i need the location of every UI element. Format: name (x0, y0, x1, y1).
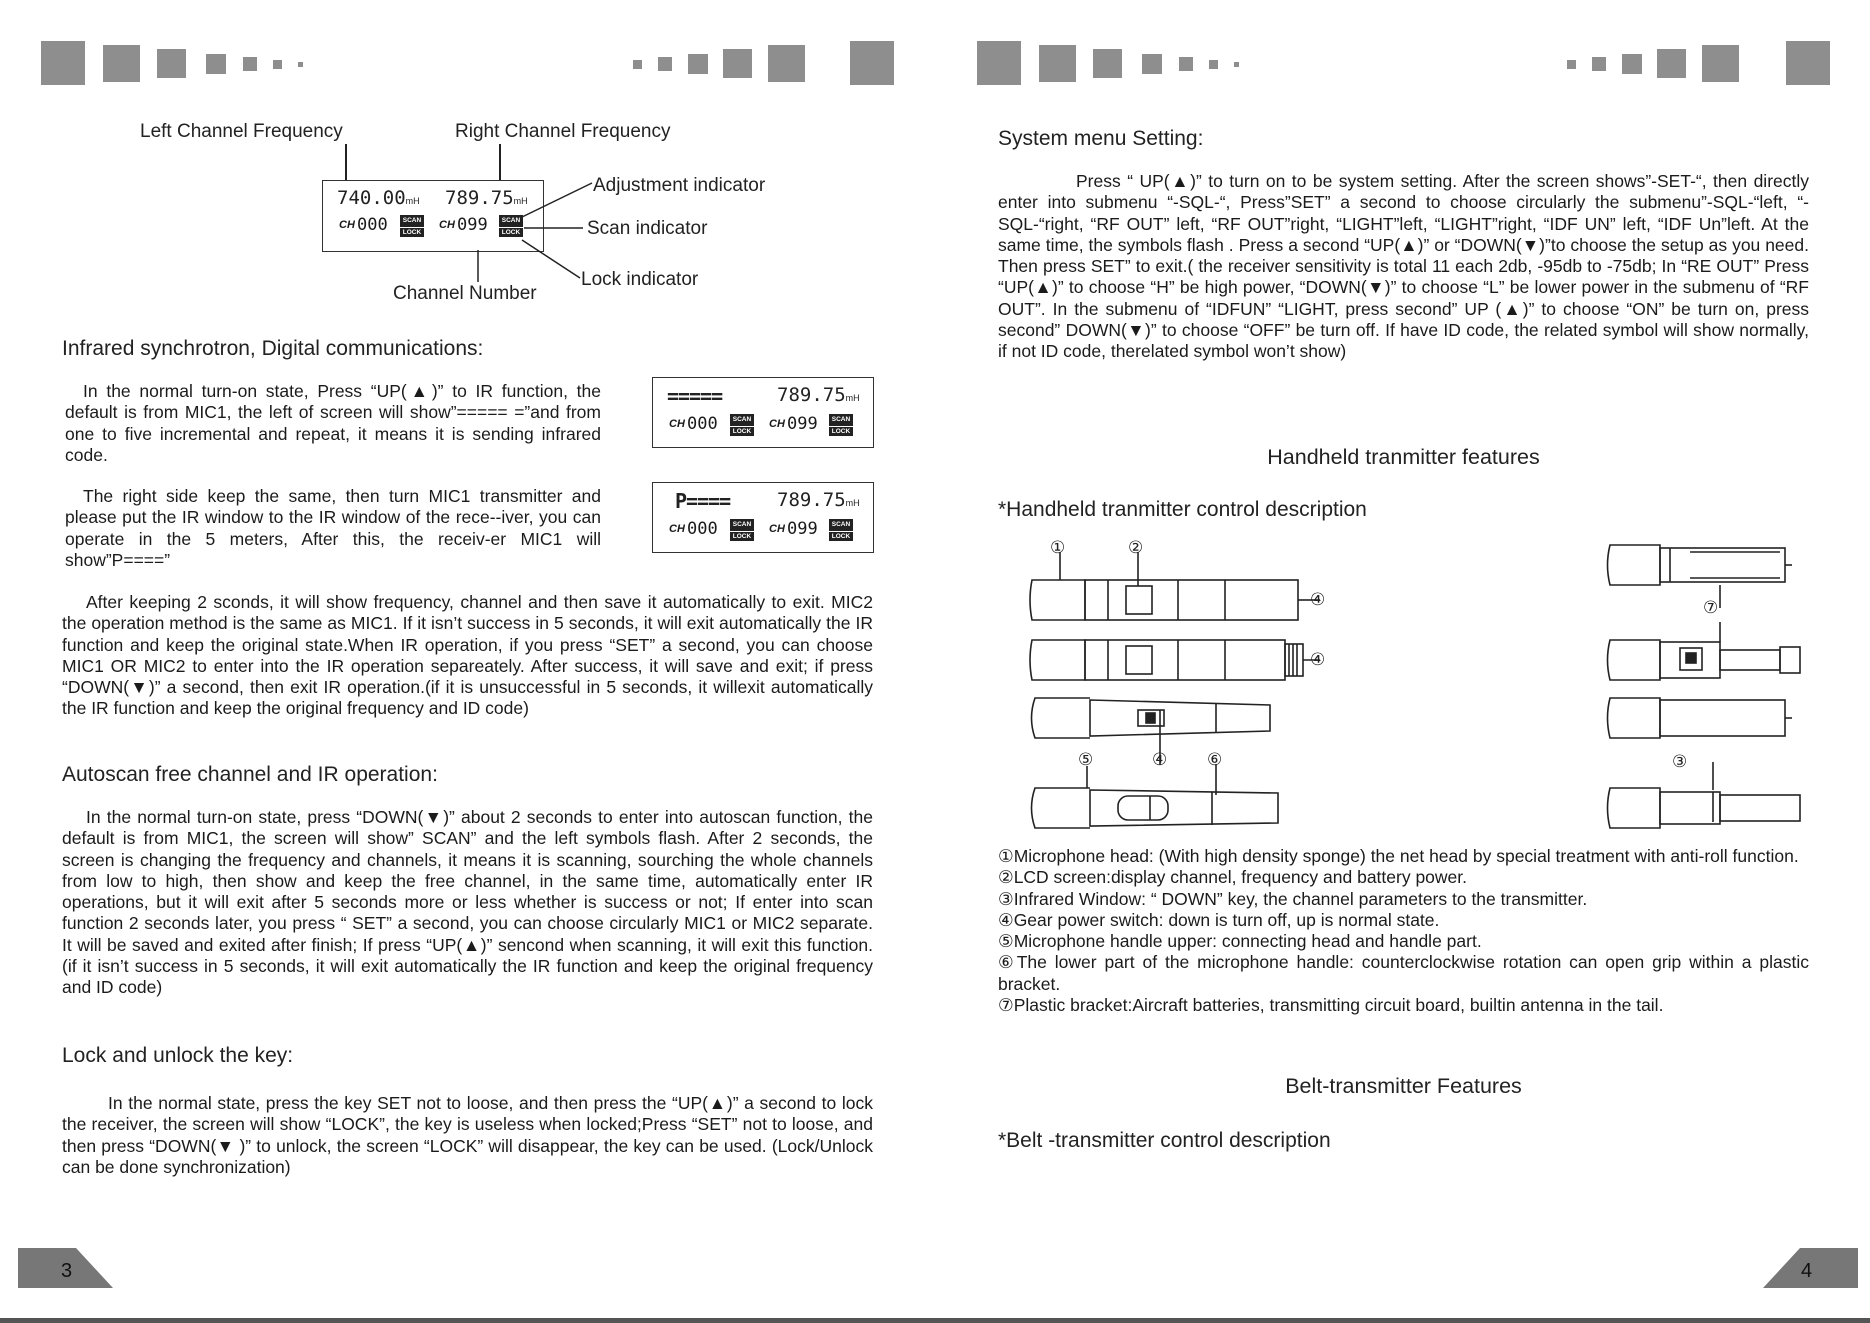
left-ch-number: 000 (357, 215, 388, 235)
left-page-number: 3 (61, 1260, 73, 1282)
desc-item-7: ⑦Plastic bracket:Aircraft batteries, transmitting circuit board, builtin antenna in the tail. (998, 995, 1664, 1016)
callout-1: ① (1050, 538, 1066, 557)
belt-subheading: *Belt -transmitter control description (998, 1129, 1331, 1152)
scan-indicator-label: Scan indicator (587, 218, 708, 239)
callout-3: ③ (1672, 752, 1688, 771)
callout-2: ② (1128, 538, 1144, 557)
ir-lcd-2-right-badge: SCAN LOCK (829, 519, 853, 541)
ir-paragraph-3: After keeping 2 sconds, it will show frequency, channel and then save it automatically to exit. MIC2 the operation method is the same as MIC1. If it isn’t success in 5 seconds, it will exit automatically the IR function and keep the original state.When IR operation, if you press “SET” a second, you can choose MIC1 OR MIC2 to enter into the IR operation separeately. After success, it will save and exit; if press “DOWN(▼)” a second, then exit IR operation.(if it is unsuccessful in 5 seconds, it willexit automatically the IR function and keep the original frequency and ID code) (62, 592, 873, 719)
left-channel-frequency-label: Left Channel Frequency (140, 121, 343, 142)
callout-4b: ④ (1310, 650, 1326, 669)
lcd-callout-lines (0, 0, 900, 320)
belt-title: Belt-transmitter Features (1285, 1074, 1522, 1098)
ir-lcd-2-left: P==== (675, 489, 731, 513)
system-menu-paragraph: Press “ UP(▲)” to turn on to be system setting. After the screen shows”-SET-“, then directly enter into submenu “-SQL-“, Press”SET” a second to choose circularly the submenu”-SQL-“left, “-SQL-“right, “RF OUT” left, “RF OUT”right, “LIGHT”left, “LIGHT”right, “IDF UN” left, “IDF Un”left. At the same time, the symbols flash . Press a second “UP(▲)” or “DOWN(▼)”to choose the setup as you need. Then press SET” to exit.( the receiver sensitivity is total 11 each 2db, -95db to -75db; In “RE OUT” Press “UP(▲)” to choose “H” be high power, “DOWN(▼)” to choose “L” be lower power in the submenu of “RF OUT”. In the submenu of “IDFUN” “LIGHT, press second” UP (▲)” to choose “ON” be turn on, press second” DOWN(▼)” to choose “OFF” be turn off. If have ID code, the related symbol will show normally, if not ID code, therelated symbol won’t show) (998, 171, 1809, 362)
ir-lcd-2-ch-right: 099 (787, 519, 818, 539)
callout-4c: ④ (1152, 750, 1168, 769)
right-page-number: 4 (1801, 1260, 1813, 1282)
ir-lcd-1-ch-right-prefix: CH (769, 418, 785, 430)
ir-paragraph-2: The right side keep the same, then turn MIC1 transmitter and please put the IR window to the IR window of the rece--iver, you can operate in the 5 meters, After this, the receiv-er MIC1 will show”P====” (65, 486, 601, 570)
callout-5: ⑤ (1078, 750, 1094, 769)
system-menu-heading: System menu Setting: (998, 127, 1204, 150)
lock-heading: Lock and unlock the key: (62, 1044, 294, 1067)
ir-lcd-1 (652, 377, 874, 448)
handheld-title: Handheld tranmitter features (1267, 445, 1540, 469)
ir-paragraph-1: In the normal turn-on state, Press “UP(▲)” to IR function, the default is from MIC1, the left of screen will show”===== =”and from one to five incremental and repeat, it means it is sending infrared code. (65, 381, 601, 465)
desc-item-6: ⑥The lower part of the microphone handle: counterclockwise rotation can open grip within a plastic bracket. (998, 952, 1809, 994)
ir-heading: Infrared synchrotron, Digital communications: (62, 337, 484, 360)
desc-item-2: ②LCD screen:display channel, frequency and battery power. (998, 867, 1468, 888)
handheld-subheading: *Handheld tranmitter control description (998, 498, 1367, 521)
handheld-description-list (998, 846, 1809, 1016)
ir-lcd-1-ch-right: 099 (787, 414, 818, 434)
ir-lcd-2-left-badge: SCAN LOCK (730, 519, 754, 541)
ir-lcd-1-right-badge: SCAN LOCK (829, 414, 853, 436)
microphone-illustrations (1020, 530, 1820, 835)
left-ch-prefix: CH (339, 219, 355, 231)
right-ch-prefix: CH (439, 219, 455, 231)
footer-bar (0, 1318, 1870, 1323)
ir-lcd-1-left-badge: SCAN LOCK (730, 414, 754, 436)
ir-lcd-1-ch-left-prefix: CH (669, 418, 685, 430)
autoscan-paragraph: In the normal turn-on state, press “DOWN(▼)” about 2 seconds to enter into autoscan function, the default is from MIC1, the screen will show” SCAN” and the left symbols flash. After 2 seconds, the screen is changing the frequency and channels, it means it is scanning, sourching the whole channels from low to high, then show and keep the free channel, in the same time, automatically enter IR operations, but it will exit after 5 seconds more or less whether is success or not; If enter into scan function 2 seconds later, you press “ SET” a second, you can choose circularly MIC1 or MIC2 separate. It will be saved and exited after finish; If press “UP(▲)” sencond when scanning, it will exit this function.(if it isn’t success in 5 seconds, it will exit automatically the IR function and keep the original frequency and ID code) (62, 807, 873, 998)
desc-item-5: ⑤Microphone handle upper: connecting head and handle part. (998, 931, 1482, 952)
lock-paragraph: In the normal state, press the key SET not to loose, and then press the “UP(▲)” a second to lock the receiver, the screen will show “LOCK”, the key is useless when locked;Press “SET” not to loose, and then press “DOWN(▼ )” to unlock, the screen “LOCK” will disappear, the key can be used. (Lock/Unlock can be done synchronization) (62, 1093, 873, 1177)
right-freq-unit: mH (513, 196, 528, 206)
callout-6: ⑥ (1207, 750, 1223, 769)
right-freq-value: 789.75 (445, 187, 514, 209)
ir-lcd-1-unit: mH (845, 393, 860, 403)
channel-number-label: Channel Number (393, 283, 537, 304)
ir-lcd-2-unit: mH (845, 498, 860, 508)
ir-lcd-2-ch-right-prefix: CH (769, 523, 785, 535)
left-freq-unit: mH (405, 196, 420, 206)
desc-item-3: ③Infrared Window: “ DOWN” key, the channel parameters to the transmitter. (998, 888, 1588, 909)
left-scan-lock-indicator: SCAN LOCK (400, 215, 424, 237)
ir-lcd-2-freq: 789.75 (777, 489, 846, 511)
callout-7: ⑦ (1703, 598, 1719, 617)
ir-lcd-1-ch-left: 000 (687, 414, 718, 434)
right-channel-frequency-label: Right Channel Frequency (455, 121, 671, 142)
ir-lcd-2 (652, 482, 874, 553)
adjustment-indicator-label: Adjustment indicator (593, 175, 766, 196)
autoscan-heading: Autoscan free channel and IR operation: (62, 763, 438, 786)
desc-item-1: ①Microphone head: (With high density sponge) the net head by special treatment with anti-roll function. (998, 846, 1799, 866)
desc-item-4: ④Gear power switch: down is turn off, up is normal state. (998, 909, 1440, 930)
callout-4a: ④ (1310, 590, 1326, 609)
left-freq-value: 740.00 (337, 187, 406, 209)
right-ch-number: 099 (457, 215, 488, 235)
ir-lcd-2-ch-left: 000 (687, 519, 718, 539)
right-scan-lock-indicator: SCAN LOCK (499, 215, 523, 237)
ir-lcd-2-ch-left-prefix: CH (669, 523, 685, 535)
ir-lcd-1-left: ===== (667, 384, 723, 408)
ir-lcd-1-freq: 789.75 (777, 384, 846, 406)
lock-indicator-label: Lock indicator (581, 269, 699, 290)
